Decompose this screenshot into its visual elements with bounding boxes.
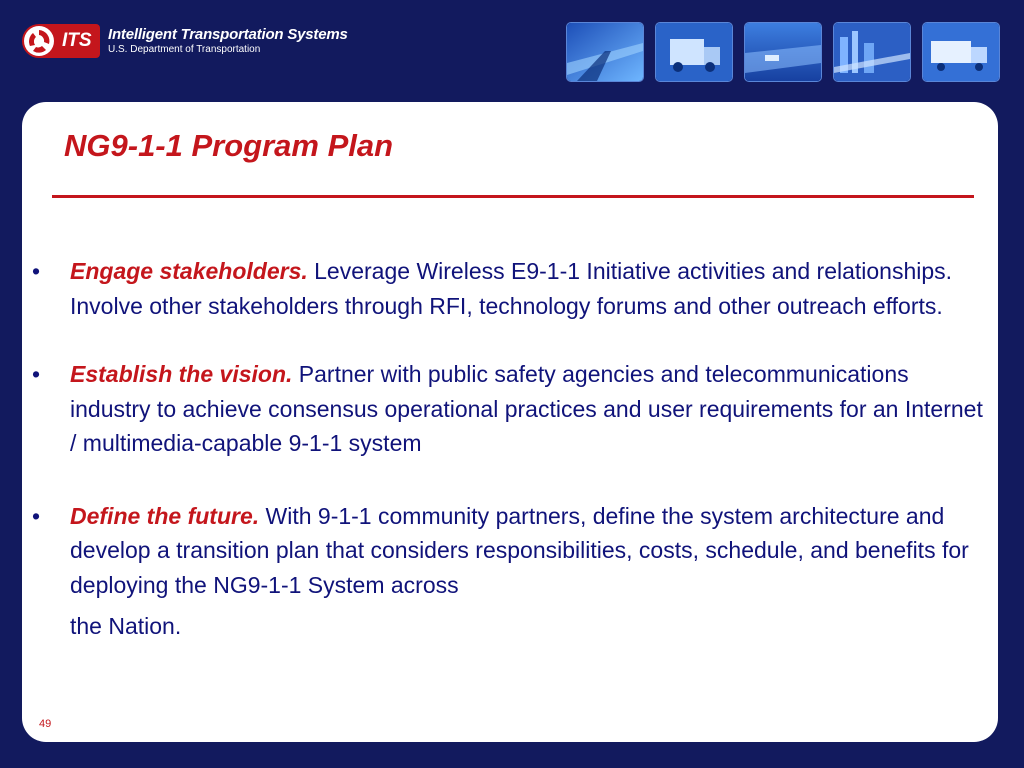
org-subtitle: U.S. Department of Transportation	[108, 44, 261, 55]
title-divider	[52, 195, 974, 198]
bullet-text: With 9-1-1 community partners, define the system architecture and develop a transition plan that considers responsibilities, costs, schedule, and benefits for deploying the NG9-1-1 System across	[70, 502, 969, 598]
org-title: Intelligent Transportation Systems	[108, 26, 348, 43]
bullet-lead: Define the future.	[70, 502, 260, 529]
truck-image	[922, 22, 1000, 82]
road-traffic-image	[744, 22, 822, 82]
bullet-text: Leverage Wireless E9-1-1 Initiative activities and relationships. Involve other stakeholders through RFI, technology forums and other outreach efforts.	[70, 258, 953, 319]
slide-title: NG9-1-1 Program Plan	[64, 128, 394, 163]
bullet-lead: Engage stakeholders.	[70, 258, 308, 284]
bullet-icon: •	[32, 502, 41, 529]
header	[0, 0, 1024, 100]
slide-content	[22, 102, 998, 742]
its-logo[interactable]	[22, 24, 100, 58]
bullet-lead: Establish the vision.	[70, 361, 293, 387]
city-bridge-image	[833, 22, 911, 82]
highway-night-image	[566, 22, 644, 82]
logo-text: ITS	[62, 30, 92, 51]
bullet-icon: •	[32, 258, 41, 284]
bullet-list	[32, 254, 992, 644]
bullet-item	[32, 499, 992, 644]
bullet-item	[32, 357, 992, 461]
bullet-text: Partner with public safety agencies and telecommunications industry to achieve consensus operational practices and user requirements for an Internet / multimedia-capable 9-1-1 system	[70, 361, 983, 456]
page-number: 49	[39, 718, 52, 730]
dot-swirl-icon	[24, 26, 54, 56]
bullet-text-end: the Nation.	[70, 613, 182, 639]
ambulance-image	[655, 22, 733, 82]
bullet-item	[32, 254, 992, 323]
bullet-icon: •	[32, 361, 41, 387]
